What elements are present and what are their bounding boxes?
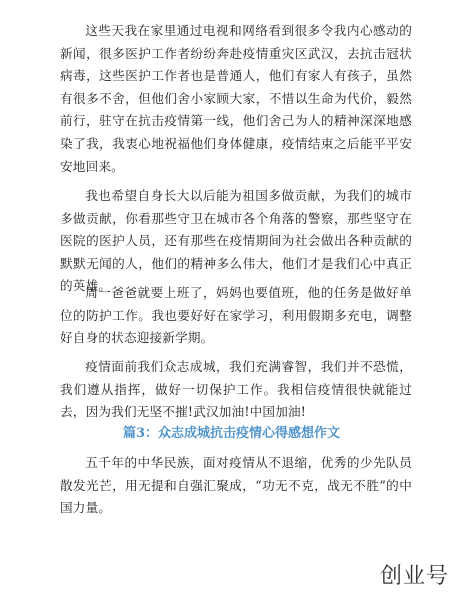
section-paragraph-1: 五千年的中华民族，面对疫情从不退缩，优秀的少先队员散发光芒，用无提和自强汇聚成，“功无不克，战无不胜”的中国力量。 [60, 455, 412, 516]
paragraph-2: 我也希望自身长大以后能为祖国多做贡献，为我们的城市多做贡献，你看那些守卫在城市各个角落的警察，那些坚守在医院的医护人员，还有那些在疫情期间为社会做出各种贡献的默默无闻的人，他们的精神多么伟大，他们才是我们心中真正的英雄。 [60, 188, 412, 294]
section-title: 篇3：众志成城抗击疫情心得感想作文 [122, 426, 341, 441]
watermark-logo: 创业号 [379, 564, 449, 589]
paragraph-4: 疫情面前我们众志成城，我们充满睿智，我们并不恐慌，我们遵从指挥，做好一切保护工作。我相信疫情很快就能过去，因为我们无坚不摧!武汉加油!中国加油! [60, 359, 412, 420]
paragraph-3: 周一爸爸就要上班了，妈妈也要值班，他的任务是做好单位的防护工作。我也要好好在家学习，利用假期多充电，调整好自身的状态迎接新学期。 [60, 285, 412, 346]
paragraph-1: 这些天我在家里通过电视和网络看到很多令我内心感动的新闻，很多医护工作者纷纷奔赴疫情重灾区武汉，去抗击冠状病毒，这些医护工作者也是普通人，他们有家人有孩子，虽然有很多不舍，但他们舍小家顾大家，不惜以生命为代价，毅然前行，驻守在抗击疫情第一线，他们舍己为人的精神深深地感染了我，我衷心地祝福他们身体健康，疫情结束之后能平平安安地回来。 [60, 23, 412, 174]
